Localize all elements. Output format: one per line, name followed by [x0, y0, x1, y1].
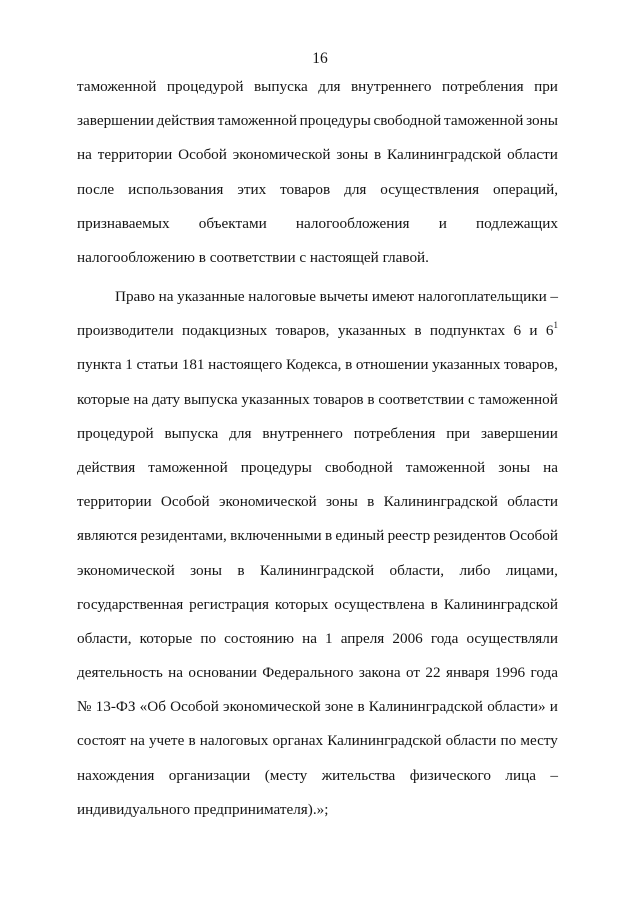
- word: –: [550, 288, 558, 305]
- word: Калининградской: [259, 561, 375, 579]
- word: территории: [97, 146, 173, 164]
- word: Особой: [509, 527, 558, 545]
- word: «Об: [139, 698, 166, 716]
- word: выпуска: [254, 78, 308, 95]
- word: процедурой: [77, 424, 154, 442]
- word: 1996: [494, 664, 526, 682]
- word: регистрация: [189, 595, 269, 613]
- word: зоны: [190, 561, 222, 579]
- word: налоговых: [199, 732, 269, 750]
- word: года: [430, 629, 459, 647]
- word: Калининградской: [327, 732, 442, 750]
- word: и: [549, 698, 558, 716]
- word: в: [188, 732, 196, 750]
- word: для: [229, 424, 252, 442]
- text-line: [77, 519, 558, 553]
- word: таможенной: [217, 112, 297, 130]
- word: операций,: [493, 180, 558, 198]
- word: выпуска: [183, 390, 238, 408]
- word: закона: [358, 664, 401, 682]
- word: внутреннего: [351, 78, 432, 95]
- text-line: [77, 314, 558, 348]
- word: для: [318, 78, 341, 95]
- word: налогообложения: [295, 214, 410, 232]
- word: таможенной: [444, 112, 524, 130]
- word: зоны: [526, 112, 558, 130]
- text-line: индивидуального предпринимателя).»;: [77, 800, 329, 818]
- word: выпуска: [164, 424, 219, 442]
- word: лица: [505, 766, 536, 784]
- word: указанных: [337, 322, 407, 340]
- word: Калининградской: [387, 146, 502, 164]
- word: производители: [77, 322, 174, 340]
- word: области: [507, 493, 558, 511]
- word: этих: [237, 180, 267, 198]
- word: которые: [77, 390, 130, 408]
- word: включенными: [230, 527, 322, 545]
- text-line: [77, 622, 558, 656]
- word: состоянию: [224, 629, 294, 647]
- word: Особой: [160, 493, 210, 511]
- word: на: [302, 629, 317, 647]
- text-line: [77, 348, 558, 382]
- word: Особой: [170, 698, 219, 716]
- text-line: [77, 485, 558, 519]
- text-line: [77, 70, 558, 104]
- word: 1: [325, 629, 333, 647]
- word: подакцизных: [181, 322, 268, 340]
- word: действия: [156, 112, 215, 130]
- word: экономической: [77, 561, 175, 579]
- word: и: [529, 322, 538, 340]
- text-line: [77, 280, 558, 314]
- word: месту: [520, 732, 558, 750]
- word: на: [133, 390, 149, 408]
- word: –: [550, 766, 558, 784]
- word: в: [414, 322, 422, 340]
- word: деятельность: [77, 664, 163, 682]
- text-line: налогообложению в соответствии с настоящей главой.: [77, 248, 429, 266]
- word: подпунктах: [429, 322, 506, 340]
- word: настоящего: [208, 356, 283, 374]
- word: Особой: [178, 146, 227, 164]
- word: процедуры: [299, 112, 371, 130]
- word: таможенной: [77, 78, 157, 95]
- word: потребления: [353, 424, 436, 442]
- word: отношении: [355, 356, 429, 374]
- word: признаваемых: [77, 214, 170, 232]
- word: января: [445, 664, 490, 682]
- word: в: [367, 390, 375, 408]
- word: области: [507, 146, 558, 164]
- text-line: [77, 451, 558, 485]
- word: года: [530, 664, 558, 682]
- word: налогоплательщики: [417, 288, 547, 305]
- word: свободной: [324, 458, 393, 476]
- word: резидентов: [433, 527, 506, 545]
- word: таможенной: [478, 390, 558, 408]
- word: товаров,: [275, 322, 330, 340]
- word: от: [406, 664, 421, 682]
- word: области: [445, 732, 497, 750]
- word: осуществлена: [334, 595, 425, 613]
- word: зоне: [324, 698, 354, 716]
- paragraph-2: [77, 280, 558, 827]
- text-line: [77, 588, 558, 622]
- text-line: [77, 173, 558, 207]
- word: Калининградской: [383, 493, 498, 511]
- word: Федерального: [262, 664, 354, 682]
- word: налоговые: [248, 288, 316, 305]
- word: Право: [115, 288, 155, 305]
- word: реестр: [387, 527, 431, 545]
- text-line: [77, 554, 558, 588]
- word: 22: [425, 664, 441, 682]
- word: экономической: [223, 698, 321, 716]
- word: зоны: [498, 458, 531, 476]
- superscript: 1: [553, 320, 558, 331]
- word: подлежащих: [475, 214, 558, 232]
- word: пункта: [77, 356, 122, 374]
- word: (месту: [264, 766, 308, 784]
- word: в: [374, 146, 382, 164]
- word: Калининградской: [443, 595, 558, 613]
- word: с: [467, 390, 475, 408]
- text-line: [77, 656, 558, 690]
- word: 2006: [392, 629, 423, 647]
- word: области,: [389, 561, 445, 579]
- word: 6: [513, 322, 522, 340]
- word: по: [500, 732, 517, 750]
- text-line: [77, 759, 558, 793]
- word: соответствии: [378, 390, 465, 408]
- word: органах: [272, 732, 324, 750]
- word: являются: [77, 527, 138, 545]
- text-line: [77, 724, 558, 758]
- word: физического: [409, 766, 491, 784]
- word: дату: [152, 390, 181, 408]
- word: объектами: [198, 214, 267, 232]
- word: вычеты: [319, 288, 369, 305]
- word: указанных: [241, 390, 310, 408]
- word: апреля: [340, 629, 385, 647]
- word: при: [446, 424, 471, 442]
- word: которых: [274, 595, 329, 613]
- word: в: [345, 356, 353, 374]
- text-line: [77, 417, 558, 451]
- word: единый: [335, 527, 385, 545]
- word: на: [77, 146, 92, 164]
- word-base: 6: [545, 322, 554, 340]
- word: по: [200, 629, 217, 647]
- word: имеют: [371, 288, 415, 305]
- text-line: [77, 383, 558, 417]
- word: на: [158, 288, 174, 305]
- text-line: [77, 207, 558, 241]
- word: области»: [487, 698, 546, 716]
- word: жительства: [321, 766, 396, 784]
- text-line: [77, 104, 558, 138]
- word: на: [543, 458, 558, 476]
- text-line: [77, 690, 558, 724]
- word: указанные: [177, 288, 245, 305]
- text-line: [77, 138, 558, 172]
- word: территории: [77, 493, 152, 511]
- word: использования: [128, 180, 224, 198]
- word: статьи: [136, 356, 179, 374]
- word: нахождения: [77, 766, 155, 784]
- word: [546, 314, 558, 348]
- word: таможенной: [405, 458, 486, 476]
- word: области,: [77, 629, 132, 647]
- word: процедурой: [166, 78, 244, 95]
- word: основании: [188, 664, 257, 682]
- word: 1: [125, 356, 133, 374]
- word: которые: [139, 629, 193, 647]
- word: Кодекса,: [286, 356, 342, 374]
- word: 13-ФЗ: [95, 698, 136, 716]
- word: №: [77, 698, 92, 716]
- word: указанных: [432, 356, 501, 374]
- word: на: [168, 664, 183, 682]
- word: завершении: [480, 424, 558, 442]
- word: организации: [168, 766, 251, 784]
- word: завершении: [77, 112, 154, 130]
- word: 181: [181, 356, 205, 374]
- word: после: [77, 180, 115, 198]
- word: в: [367, 493, 375, 511]
- word: на: [129, 732, 145, 750]
- word: товаров: [280, 180, 331, 198]
- word: товаров: [313, 390, 364, 408]
- word: государственная: [77, 595, 184, 613]
- word: экономической: [232, 146, 331, 164]
- word: либо: [459, 561, 491, 579]
- word: внутреннего: [262, 424, 343, 442]
- word: при: [534, 78, 558, 95]
- word: осуществляли: [466, 629, 558, 647]
- word: в: [357, 698, 365, 716]
- word: для: [344, 180, 367, 198]
- word: лицами,: [505, 561, 558, 579]
- word: в: [324, 527, 333, 545]
- word: учете: [148, 732, 185, 750]
- word: зоны: [326, 493, 358, 511]
- word: осуществления: [380, 180, 480, 198]
- word: действия: [77, 458, 136, 476]
- word: свободной: [373, 112, 442, 130]
- word: в: [237, 561, 245, 579]
- paragraph-1: [77, 70, 558, 275]
- word: резидентами,: [140, 527, 227, 545]
- word: и: [438, 214, 447, 232]
- word: экономической: [218, 493, 317, 511]
- word: товаров,: [504, 356, 558, 374]
- word: таможенной: [148, 458, 228, 476]
- word: потребления: [441, 78, 524, 95]
- word: в: [430, 595, 438, 613]
- word: процедуры: [240, 458, 312, 476]
- word: состоят: [77, 732, 126, 750]
- word: Калининградской: [368, 698, 484, 716]
- page-number: 16: [312, 50, 328, 67]
- word: зоны: [336, 146, 369, 164]
